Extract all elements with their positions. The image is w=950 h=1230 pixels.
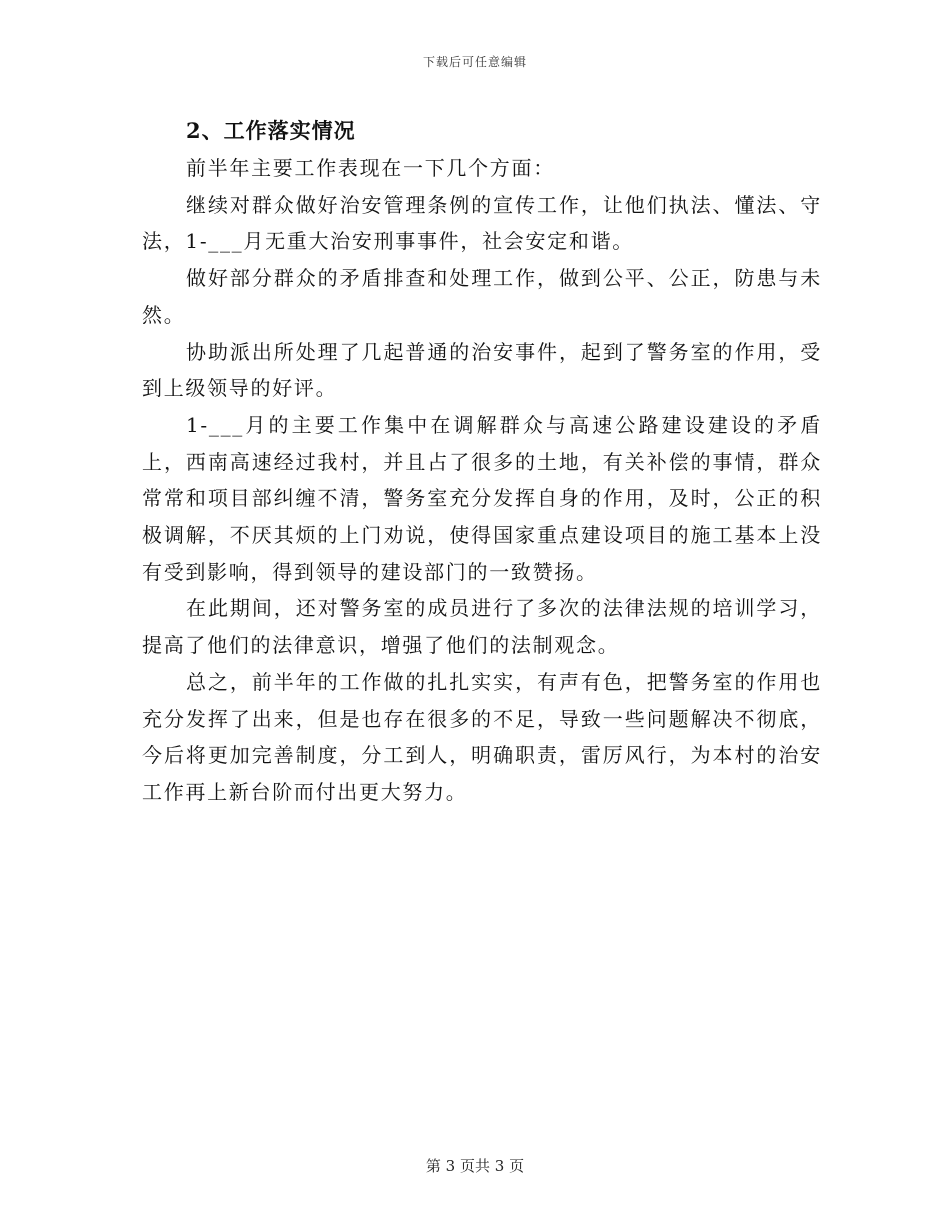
paragraph-training: 在此期间，还对警务室的成员进行了多次的法律法规的培训学习，提高了他们的法律意识，增强了他们的法制观念。 xyxy=(142,596,822,658)
section-title: 2、工作落实情况 xyxy=(186,118,356,143)
paragraph-intro: 前半年主要工作表现在一下几个方面： xyxy=(186,156,555,180)
paragraph-highway-mediation: 1-___月的主要工作集中在调解群众与高速公路建设建设的矛盾上，西南高速经过我村，并且占了很多的土地，有关补偿的事情，群众常常和项目部纠缠不清，警务室充分发挥自身的作用，及时，公正的积极调解，不厌其烦的上门劝说，使得国家重点建设项目的施工基本上没有受到影响，得到领导的建设部门的一致赞扬。 xyxy=(142,412,822,584)
page-header-note: 下载后可任意编辑 xyxy=(422,55,527,69)
paragraph-summary: 总之，前半年的工作做的扎扎实实，有声有色，把警务室的作用也充分发挥了出来，但是也存在很多的不足，导致一些问题解决不彻底，今后将更加完善制度，分工到人，明确职责，雷厉风行，为本村的治安工作再上新台阶而付出更大努力。 xyxy=(142,669,822,804)
paragraph-police-assist: 协助派出所处理了几起普通的治安事件，起到了警务室的作用，受到上级领导的好评。 xyxy=(142,339,822,401)
document-body xyxy=(142,112,822,811)
paragraph-publicity: 继续对群众做好治安管理条例的宣传工作，让他们执法、懂法、守法，1-___月无重大治安刑事事件，社会安定和谐。 xyxy=(142,192,822,254)
paragraph-dispute-screening: 做好部分群众的矛盾排查和处理工作，做到公平、公正，防患与未然。 xyxy=(142,266,822,327)
page-number: 第 3 页共 3 页 xyxy=(425,1157,525,1175)
